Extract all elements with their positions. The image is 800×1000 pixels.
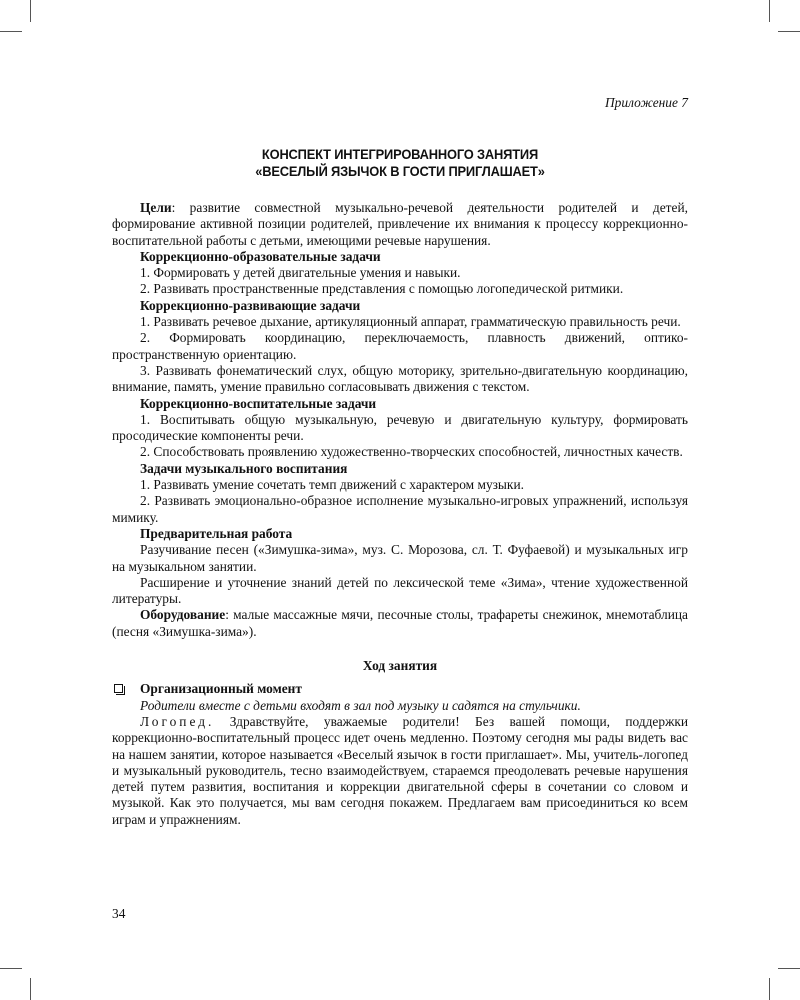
section-heading: Задачи музыкального воспитания (140, 460, 348, 476)
speech-paragraph (112, 714, 688, 828)
document-body (112, 200, 688, 828)
equipment-label: Оборудование (140, 607, 226, 623)
title-line-2: «ВЕСЕЛЫЙ ЯЗЫЧОК В ГОСТИ ПРИГЛАШАЕТ» (255, 163, 545, 179)
checkbox-icon (114, 684, 123, 693)
org-moment-label: Организационный момент (140, 681, 302, 697)
section-item: Разучивание песен («Зимушка-зима», муз. С. Морозова, сл. Т. Фуфаевой) и музыкальных игр на музыкальном занятии. (112, 542, 688, 574)
goals-text: : развитие совместной музыкально-речевой деятельности родителей и детей, формирование активной позиции родителей, привлечение их внимания к процессу коррекционно-воспитательной работы с детьми, имеющими речевые нарушения. (112, 200, 688, 248)
crop-mark-bottom-left (0, 968, 22, 969)
crop-mark-top-left (0, 31, 22, 32)
crop-mark-top-right (778, 31, 800, 32)
goals-paragraph (112, 200, 688, 249)
stage-direction: Родители вместе с детьми входят в зал под музыку и садятся на стульчики. (140, 697, 581, 713)
section-item: 2. Развивать пространственные представления с помощью логопедической ритмики. (140, 281, 624, 297)
crop-mark-bottom-right-vertical (769, 978, 770, 1000)
equipment-text: : малые массажные мячи, песочные столы, трафареты снежинок, мнемотаблица (песня «Зимушка-зима»). (112, 607, 688, 639)
section-heading: Коррекционно-образовательные задачи (140, 248, 381, 264)
page-number: 34 (112, 906, 126, 921)
crop-mark-top-right-vertical (769, 0, 770, 22)
section-heading: Коррекционно-развивающие задачи (140, 297, 361, 313)
section-heading: Коррекционно-воспитательные задачи (140, 395, 377, 411)
section-item: 3. Развивать фонематический слух, общую моторику, зрительно-двигательную координацию, внимание, память, умение правильно согласовывать движения с текстом. (112, 362, 688, 395)
speaker-label: Логопед. (140, 713, 215, 729)
crop-mark-bottom-right (778, 968, 800, 969)
section-item: 2. Формировать координацию, переключаемость, плавность движений, оптико-пространственную ориентацию. (112, 330, 688, 362)
equipment-paragraph (112, 607, 688, 640)
lesson-title: Ход занятия (362, 658, 438, 674)
org-moment-heading (112, 681, 688, 697)
section-item: 2. Способствовать проявлению художественно-творческих способностей, личностных качеств. (140, 444, 683, 460)
appendix-label: Приложение 7 (605, 95, 688, 110)
section-item: 1. Воспитывать общую музыкальную, речевую и двигательную культуру, формировать просодические компоненты речи. (112, 411, 688, 444)
speech-text: Здравствуйте, уважаемые родители! Без вашей помощи, поддержки коррекционно-воспитательный процесс идет очень медленно. Поэтому сегодня мы рады видеть вас на нашем занятии, которое называется «Веселый язычок в гости приглашает». Мы, учитель-логопед и музыкальный руководитель, тесно взаимодействуем, стараемся преодолевать речевые нарушения детей путем развития, воспитания и коррекции двигательной сферы в сочетании со словом и музыкой. Как это получается, мы вам сегодня покажем. Предлагаем вам присоединиться ко всем играм и упражнениям. (112, 713, 688, 827)
section-heading: Предварительная работа (140, 525, 293, 541)
crop-mark-top-left-vertical (30, 0, 31, 22)
title-line-1: КОНСПЕКТ ИНТЕГРИРОВАННОГО ЗАНЯТИЯ (261, 146, 539, 162)
section-item: Расширение и уточнение знаний детей по лексической теме «Зима», чтение художественной литературы. (112, 574, 688, 607)
goals-label: Цели (140, 200, 172, 215)
crop-mark-bottom-left-vertical (30, 978, 31, 1000)
document-title (112, 146, 688, 180)
section-item: 1. Формировать у детей двигательные умения и навыки. (140, 265, 461, 281)
section-item: 2. Развивать эмоционально-образное исполнение музыкально-игровых упражнений, используя мимику. (112, 493, 688, 525)
section-item: 1. Развивать умение сочетать темп движений с характером музыки. (140, 477, 524, 493)
section-item: 1. Развивать речевое дыхание, артикуляционный аппарат, грамматическую правильность речи. (140, 314, 681, 330)
